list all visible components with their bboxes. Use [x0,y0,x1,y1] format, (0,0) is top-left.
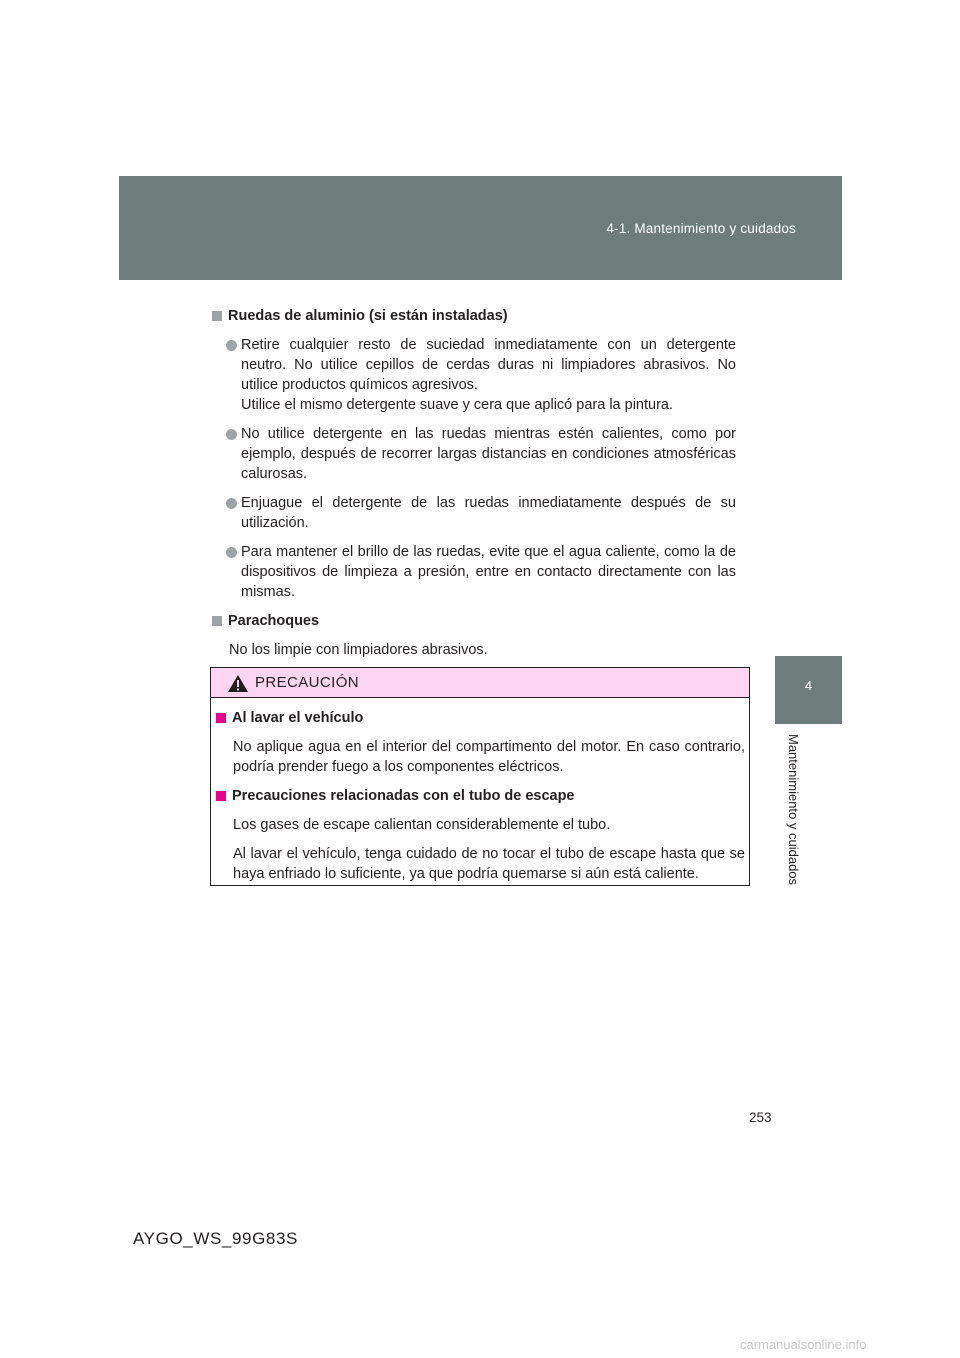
caution-text: Los gases de escape calientan considerablemente el tubo. [233,817,611,833]
caution-header [211,668,749,698]
document-code: AYGO_WS_99G83S [133,1229,298,1248]
list-item [212,493,736,533]
page-number: 253 [749,1110,772,1125]
list-item [212,335,736,415]
heading-aluminum-wheels: Ruedas de aluminio (si están instaladas) [212,306,736,326]
chapter-number: 4 [804,678,813,693]
heading-bumpers: Parachoques [212,611,736,631]
caution-body [216,708,745,893]
circle-bullet-icon [226,340,237,351]
bullet-text: Retire cualquier resto de suciedad inmediatamente con un detergente neutro. No utilice cepillos de cerdas duras ni limpiadores abrasivos. No utilice productos químicos agresivos. [241,337,736,393]
watermark: carmanualsonline.info [740,1337,867,1352]
list-item [212,542,736,602]
main-content [212,306,736,660]
square-bullet-icon [212,311,222,321]
list-item [212,424,736,484]
chapter-tab [775,656,842,724]
square-bullet-icon [216,713,226,723]
bullet-text: Enjuague el detergente de las ruedas inmediatamente después de su utilización. [241,495,736,531]
bumpers-text: No los limpie con limpiadores abrasivos. [229,642,488,658]
square-bullet-icon [216,791,226,801]
caution-heading-exhaust: Precauciones relacionadas con el tubo de escape [216,786,745,806]
caution-text: No aplique agua en el interior del compartimento del motor. En caso contrario, podría prender fuego a los componentes eléctricos. [233,739,745,775]
square-bullet-icon [212,616,222,626]
warning-triangle-icon [227,674,249,693]
caution-text: Al lavar el vehículo, tenga cuidado de no tocar el tubo de escape hasta que se haya enfriado lo suficiente, ya que podría quemarse si aún está caliente. [233,846,745,882]
caution-box [210,667,750,886]
circle-bullet-icon [226,547,237,558]
section-title: 4-1. Mantenimiento y cuidados [606,221,796,236]
circle-bullet-icon [226,498,237,509]
chapter-side-label [772,734,816,904]
circle-bullet-icon [226,429,237,440]
bullet-text: Utilice el mismo detergente suave y cera que aplicó para la pintura. [241,397,674,413]
caution-heading-washing: Al lavar el vehículo [216,708,745,728]
chapter-header-band [119,176,842,280]
chapter-title-vertical: Mantenimiento y cuidados [786,734,801,886]
bullet-text: Para mantener el brillo de las ruedas, evite que el agua caliente, como la de dispositivos de limpieza a presión, entre en contacto directamente con las mismas. [241,544,736,600]
caution-title: PRECAUCIÓN [255,674,360,691]
bullet-text: No utilice detergente en las ruedas mientras estén calientes, como por ejemplo, después de recorrer largas distancias en condiciones atmosféricas calurosas. [241,426,736,482]
